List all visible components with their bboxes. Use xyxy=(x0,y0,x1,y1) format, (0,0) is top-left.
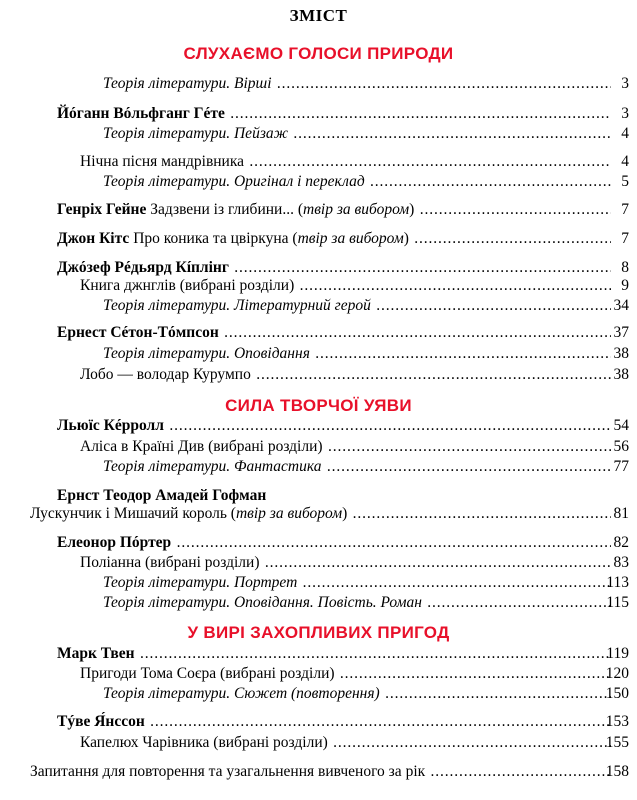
toc-page-number: 119 xyxy=(606,645,629,662)
toc-entry-title xyxy=(80,554,263,571)
toc-page-number: 56 xyxy=(613,438,629,455)
toc-page-number: 158 xyxy=(605,763,629,780)
toc-page-number: 3 xyxy=(621,105,629,122)
toc-entry-title xyxy=(80,153,247,170)
toc-entry-title xyxy=(80,438,326,455)
toc-entry-text: Йóганн Вóльфганг Гéте xyxy=(57,105,225,122)
toc-entry-title xyxy=(80,366,254,383)
toc-entry-title xyxy=(57,417,167,434)
toc-entry-text: твір за вибором xyxy=(235,505,343,522)
toc-page-number: 113 xyxy=(606,574,629,591)
toc-entry-title xyxy=(30,505,350,522)
toc-entry-title xyxy=(80,734,331,751)
toc-page-number: 7 xyxy=(621,230,629,247)
toc-page-number: 5 xyxy=(621,173,629,190)
toc-entry xyxy=(0,416,637,436)
toc-entry xyxy=(0,486,637,506)
section-heading-imagination: СИЛА ТВОРЧОЇ УЯВИ xyxy=(225,396,412,415)
toc-page-number: 82 xyxy=(613,534,629,551)
toc-entry-text: Елеонор Пóртер xyxy=(57,534,172,551)
toc-page-number: 120 xyxy=(605,665,629,682)
toc-entry xyxy=(0,172,637,192)
toc-entry-text: Теорія літератури. Оповідання. Повість. Роман xyxy=(103,594,422,611)
toc-entry-text: Теорія літератури. Фантастика xyxy=(103,458,322,475)
toc-page-number: 3 xyxy=(621,75,629,92)
toc-entry-title xyxy=(103,594,425,611)
toc-page-number: 4 xyxy=(621,125,629,142)
toc-entry-text: Ернст Теодор Амадей Гофман xyxy=(57,487,267,504)
section-heading-nature: СЛУХАЄМО ГОЛОСИ ПРИРОДИ xyxy=(183,44,454,63)
toc-entry-title xyxy=(30,763,428,780)
toc-entry-title xyxy=(103,345,313,362)
toc-entry-title xyxy=(103,297,374,314)
toc-entry-title xyxy=(57,713,148,730)
toc-entry xyxy=(0,684,637,704)
toc-entry-text: Лобо — володар Курумпо xyxy=(80,366,251,383)
toc-entry-text: Тýве Я́нссон xyxy=(57,713,145,730)
toc-entry-text: твір за вибором xyxy=(303,201,410,218)
toc-entry-text: Льюїс Кéрролл xyxy=(57,417,164,434)
toc-entry xyxy=(0,104,637,124)
toc-entry-text: Марк Твен xyxy=(57,645,135,662)
toc-entry xyxy=(0,258,637,278)
toc-page-number: 9 xyxy=(621,277,629,294)
toc-entry-text: Запитання для повторення та узагальнення вивченого за рік xyxy=(30,763,426,780)
toc-entry xyxy=(0,124,637,144)
toc-entry-text: Теорія літератури. Оповідання xyxy=(103,345,310,362)
toc-entry-text: Теорія літератури. Сюжет (повторення) xyxy=(103,685,380,702)
toc-entry-text: Теорія літератури. Оригінал і переклад xyxy=(103,173,365,190)
toc-entry-title xyxy=(103,458,324,475)
toc-entry-text: Про коника та цвіркуна ( xyxy=(129,230,298,247)
toc-entry-title xyxy=(57,201,417,218)
toc-entry-title xyxy=(80,665,338,682)
toc-entry xyxy=(0,323,637,343)
toc-page-number: 54 xyxy=(613,417,629,434)
toc-entry-text: ) xyxy=(342,505,348,522)
toc-entry-title xyxy=(57,324,222,341)
toc-entry-text: Теорія літератури. Пейзаж xyxy=(103,125,289,142)
toc-entry-text: Нічна пісня мандрівника xyxy=(80,153,245,170)
toc-entry-text: Джон Кітс xyxy=(57,230,130,247)
toc-entry-title xyxy=(103,685,383,702)
toc-page-number: 155 xyxy=(605,734,629,751)
toc-entry-text: Поліанна (вибрані розділи) xyxy=(80,554,260,571)
toc-entry xyxy=(0,365,637,385)
toc-entry-title xyxy=(57,259,232,276)
toc-entry-title xyxy=(103,75,275,92)
toc-entry xyxy=(0,344,637,364)
toc-page-number: 37 xyxy=(613,324,629,341)
toc-entry xyxy=(0,553,637,573)
toc-entry xyxy=(0,457,637,477)
toc-entry xyxy=(0,664,637,684)
toc-page-number: 150 xyxy=(605,685,629,702)
toc-entry-text: Книга джнглів (вибрані розділи) xyxy=(80,277,295,294)
toc-page-number: 34 xyxy=(613,297,629,314)
toc-page-number: 153 xyxy=(605,713,629,730)
toc-page-number: 8 xyxy=(621,259,629,276)
toc-entry-text: Аліса в Країні Див (вибрані розділи) xyxy=(80,438,323,455)
toc-entry xyxy=(0,644,637,664)
toc-entry xyxy=(0,593,637,613)
toc-entry-text: Теорія літератури. Літературний герой xyxy=(103,297,371,314)
toc-page-number: 7 xyxy=(621,201,629,218)
toc-entry-text: Джóзеф Рéдьярд Кíплінг xyxy=(57,259,229,276)
toc-entry-title xyxy=(103,574,300,591)
toc-entry-text: Генріх Гейне xyxy=(57,201,147,218)
toc-entry-title xyxy=(57,534,174,551)
toc-entry xyxy=(0,200,637,220)
toc-entry-text: Теорія літератури. Портрет xyxy=(103,574,298,591)
toc-entry-title xyxy=(57,487,269,504)
toc-entry-text: Капелюх Чарівника (вибрані розділи) xyxy=(80,734,328,751)
toc-page-number: 77 xyxy=(613,458,629,475)
section-heading-adventures: У ВИРІ ЗАХОПЛИВИХ ПРИГОД xyxy=(187,623,450,642)
toc-entry xyxy=(0,296,637,316)
toc-entry-text: Пригоди Тома Соєра (вибрані розділи) xyxy=(80,665,335,682)
page-title: ЗМІСТ xyxy=(289,6,348,25)
toc-entry xyxy=(0,504,637,524)
toc-entry-text: Теорія літератури. Вірші xyxy=(103,75,272,92)
toc-page-number: 83 xyxy=(613,554,629,571)
toc-entry-text: ) xyxy=(403,230,409,247)
toc-entry xyxy=(0,152,637,172)
toc-entry xyxy=(0,762,637,782)
toc-entry xyxy=(0,437,637,457)
toc-entry-title xyxy=(103,125,291,142)
toc-page-number: 81 xyxy=(613,505,629,522)
toc-page-number: 115 xyxy=(606,594,629,611)
toc-entry-text: ) xyxy=(409,201,415,218)
toc-entry xyxy=(0,733,637,753)
toc-page-number: 4 xyxy=(621,153,629,170)
toc-entry xyxy=(0,74,637,94)
toc-entry xyxy=(0,712,637,732)
toc-entry-title xyxy=(57,105,228,122)
toc-entry-text: Задзвени із глибини... ( xyxy=(146,201,303,218)
toc-entry-text: Лускунчик і Мишачий король ( xyxy=(30,505,236,522)
toc-entry xyxy=(0,276,637,296)
toc-entry-text: Ернест Сéтон-Тóмпсон xyxy=(57,324,219,341)
toc-entry-title xyxy=(57,645,138,662)
toc-entry-title xyxy=(57,230,412,247)
toc-entry xyxy=(0,533,637,553)
toc-page-number: 38 xyxy=(613,345,629,362)
toc-entry-title xyxy=(103,173,368,190)
toc-entry xyxy=(0,229,637,249)
toc-entry-text: твір за вибором xyxy=(297,230,404,247)
toc-entry xyxy=(0,573,637,593)
toc-page-number: 38 xyxy=(613,366,629,383)
toc-entry-title xyxy=(80,277,297,294)
